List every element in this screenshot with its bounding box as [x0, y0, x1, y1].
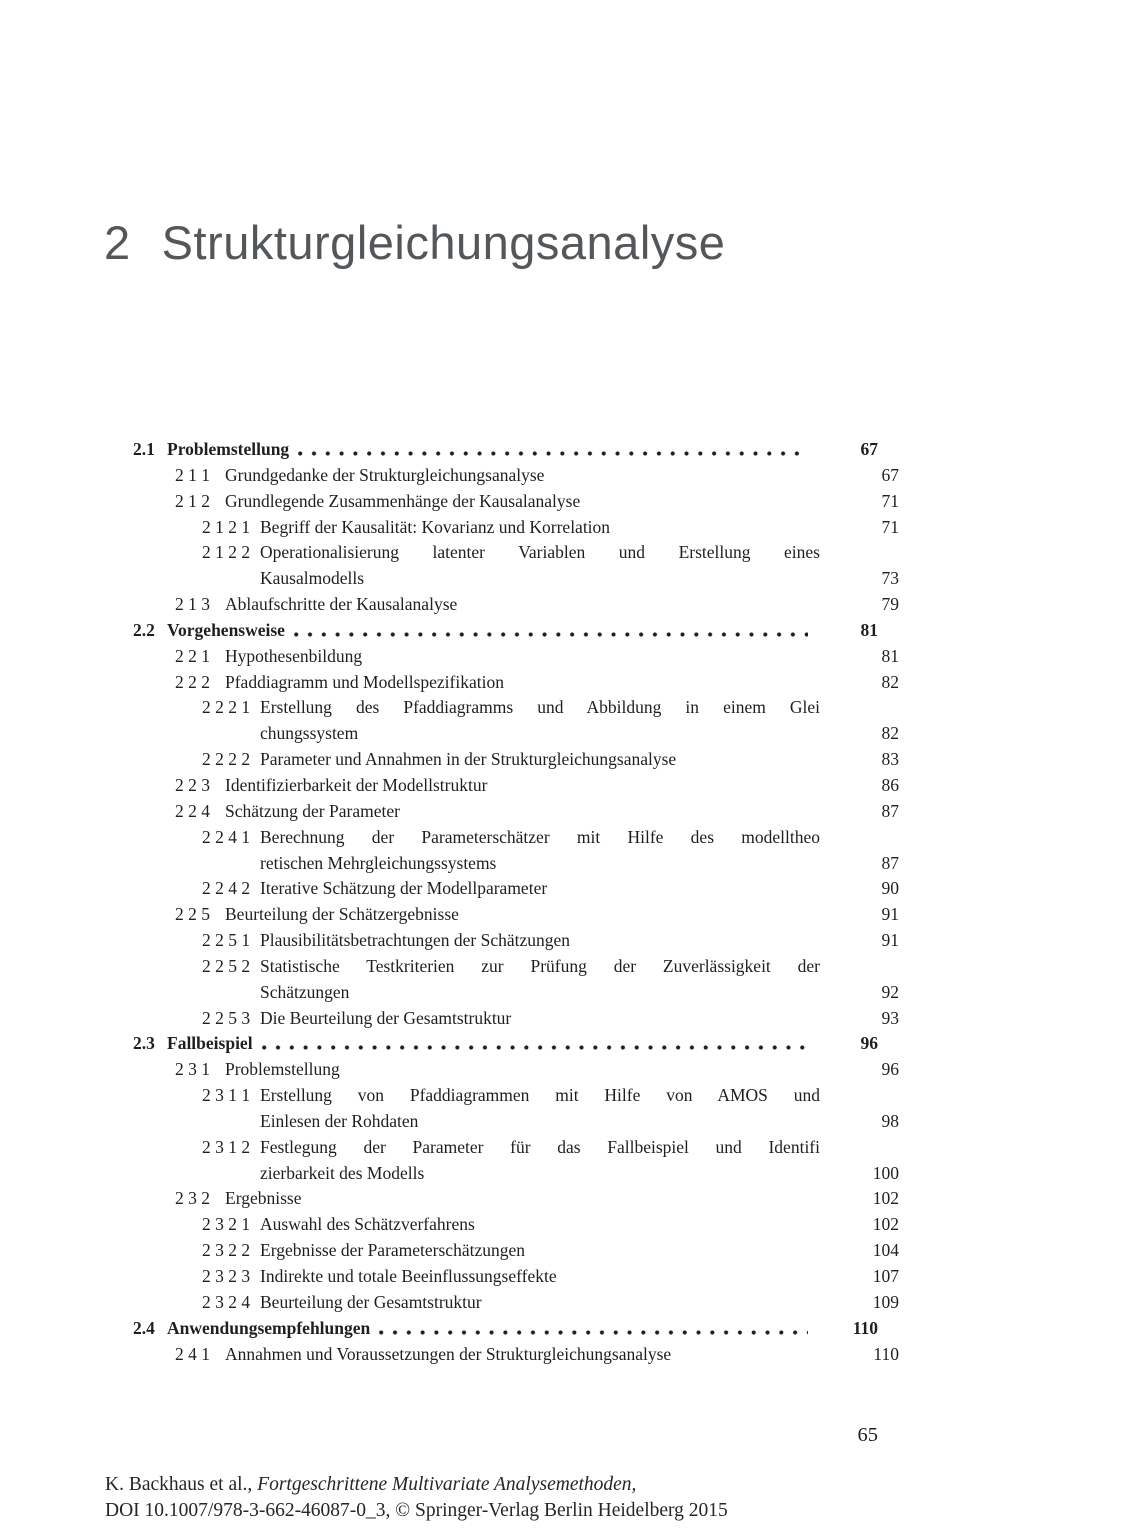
toc-entry-page: 92	[881, 981, 899, 1002]
toc-entry-line: Ablaufschritte der Kausalanalyse	[225, 594, 458, 615]
toc-entry	[133, 463, 899, 489]
toc-entry-number: 2 4 1	[175, 1343, 210, 1364]
toc-entry-number: 2 1 2	[175, 490, 210, 511]
toc-entry-page: 82	[881, 671, 899, 692]
toc-entry-page: 110	[852, 1317, 878, 1338]
toc-entry-number: 2 1 2 1	[202, 516, 251, 537]
toc-entry	[133, 489, 899, 515]
toc-entry	[133, 825, 899, 877]
toc-entry	[133, 1186, 899, 1212]
toc-entry-line: Operationalisierung latenter Variablen und Erstellung eines	[260, 542, 820, 563]
toc-entry-line: Identifizierbarkeit der Modellstruktur	[225, 774, 488, 795]
toc-entry-number: 2 2 3	[175, 774, 210, 795]
toc-entry-title	[260, 1238, 820, 1264]
toc-entry-title	[260, 747, 820, 773]
toc-entry-line: Grundgedanke der Strukturgleichungsanalyse	[225, 464, 545, 485]
toc-entry-number: 2 3 2 1	[202, 1214, 251, 1235]
toc-entry-page: 81	[881, 645, 899, 666]
toc-entry	[133, 1238, 899, 1264]
toc-entry-title	[260, 515, 820, 541]
toc-entry-line: Indirekte und totale Beeinflussungseffekte	[260, 1266, 557, 1286]
toc-entry-number: 2 2 5 3	[202, 1007, 251, 1028]
toc-entry-number: 2 2 5 2	[202, 955, 251, 976]
toc-entry-title	[225, 489, 820, 515]
toc-entry-title	[225, 773, 820, 799]
toc-entry-line: retischen Mehrgleichungssystems	[260, 852, 497, 873]
toc-entry	[133, 747, 899, 773]
toc-entry-page: 90	[881, 878, 899, 899]
toc-entry	[133, 1316, 878, 1342]
footer-authors: K. Backhaus et al.,	[105, 1474, 258, 1495]
toc-entry-line: Kausalmodells	[260, 568, 365, 589]
toc-entry-number: 2 1 2 2	[202, 542, 251, 563]
toc-entry	[133, 1290, 899, 1316]
toc-entry-number: 2 2 4	[175, 800, 210, 821]
toc-entry-title	[260, 1290, 820, 1316]
copyright-footer	[105, 1472, 1005, 1523]
dot-leader	[379, 1329, 808, 1336]
dot-leader	[298, 450, 808, 457]
toc-entry-page: 67	[881, 464, 899, 485]
toc-entry	[133, 1083, 899, 1135]
toc-entry-page: 73	[881, 568, 899, 589]
toc-entry-title	[225, 463, 820, 489]
toc-entry-number: 2 2 4 1	[202, 826, 251, 847]
toc-entry	[133, 1264, 899, 1290]
toc-entry-line: Festlegung der Parameter für das Fallbeispiel und Identifi	[260, 1136, 820, 1157]
toc-entry-page: 67	[860, 439, 878, 459]
toc-entry-line: Erstellung von Pfaddiagrammen mit Hilfe von AMOS und	[260, 1085, 820, 1106]
toc-entry-number: 2 3 1 2	[202, 1136, 251, 1157]
toc-entry-line: Die Beurteilung der Gesamtstruktur	[260, 1007, 512, 1028]
toc-entry-line: Vorgehensweise	[167, 619, 285, 640]
toc-entry	[133, 1031, 878, 1057]
toc-entry-page: 96	[860, 1033, 878, 1054]
toc-entry-number: 2 3 2 3	[202, 1266, 251, 1286]
toc-entry	[133, 670, 899, 696]
toc-entry-title	[225, 1342, 820, 1368]
toc-entry	[133, 695, 899, 747]
toc-entry-title	[167, 1031, 253, 1057]
toc-entry-number: 2.3	[133, 1033, 155, 1054]
toc-entry-line: Problemstellung	[167, 439, 290, 459]
toc-entry-title	[260, 928, 820, 954]
toc-entry-page: 102	[872, 1188, 899, 1209]
toc-entry-line: Auswahl des Schätzverfahrens	[260, 1214, 475, 1235]
toc-entry-line: Beurteilung der Gesamtstruktur	[260, 1291, 482, 1312]
toc-entry	[133, 592, 899, 618]
chapter-heading	[104, 216, 725, 270]
toc-entry-page: 82	[881, 723, 899, 744]
toc-entry-page: 81	[860, 619, 878, 640]
toc-entry	[133, 644, 899, 670]
toc-entry-line: Schätzungen	[260, 981, 350, 1002]
page-number: 65	[857, 1424, 878, 1446]
toc-entry-page: 87	[881, 852, 899, 873]
toc-entry-title	[260, 695, 820, 747]
toc-entry-number: 2 2 2 1	[202, 697, 251, 718]
toc-entry-line: Plausibilitätsbetrachtungen der Schätzungen	[260, 930, 571, 951]
toc-entry-number: 2.4	[133, 1317, 155, 1338]
toc-entry-title	[225, 1186, 820, 1212]
toc-entry-number: 2 3 1	[175, 1059, 210, 1080]
toc-entry-title	[260, 825, 820, 877]
chapter-number: 2	[104, 216, 131, 269]
toc-entry-number: 2 3 2 2	[202, 1240, 251, 1261]
toc-entry-title	[225, 902, 820, 928]
toc-entry-number: 2 2 5 1	[202, 930, 251, 951]
toc-entry-line: Parameter und Annahmen in der Strukturgleichungsanalyse	[260, 749, 677, 770]
toc-entry-title	[167, 437, 289, 463]
toc-entry-line: Anwendungsempfehlungen	[167, 1317, 371, 1338]
toc-entry-line: Fallbeispiel	[167, 1033, 253, 1054]
toc-entry-page: 109	[872, 1291, 899, 1312]
toc-entry-line: zierbarkeit des Modells	[260, 1162, 425, 1183]
toc-entry	[133, 799, 899, 825]
table-of-contents	[133, 437, 899, 1367]
toc-entry	[133, 773, 899, 799]
chapter-title: Strukturgleichungsanalyse	[161, 216, 726, 269]
toc-entry	[133, 618, 878, 644]
toc-entry-title	[225, 670, 820, 696]
toc-entry-title	[260, 876, 820, 902]
toc-entry	[133, 1342, 899, 1368]
footer-line-authors	[105, 1472, 1005, 1498]
toc-entry	[133, 1006, 899, 1032]
toc-entry-line: Begriff der Kausalität: Kovarianz und Korrelation	[260, 516, 611, 537]
toc-entry-page: 100	[872, 1162, 899, 1183]
toc-entry-title	[260, 540, 820, 592]
toc-entry-line: Ergebnisse	[225, 1188, 302, 1209]
toc-entry-line: Berechnung der Parameterschätzer mit Hilfe des modelltheo	[260, 826, 820, 847]
toc-entry-line: Statistische Testkriterien zur Prüfung der Zuverlässigkeit der	[260, 955, 820, 976]
toc-entry-line: Grundlegende Zusammenhänge der Kausalanalyse	[225, 490, 581, 511]
toc-entry-title	[260, 954, 820, 1006]
toc-entry-title	[167, 618, 285, 644]
toc-entry-page: 83	[881, 749, 899, 770]
toc-entry-page: 93	[881, 1007, 899, 1028]
toc-entry-line: Einlesen der Rohdaten	[260, 1110, 419, 1131]
toc-entry-number: 2 2 2	[175, 671, 210, 692]
toc-entry	[133, 1135, 899, 1187]
toc-entry-page: 104	[872, 1240, 899, 1261]
toc-entry-title	[225, 592, 820, 618]
toc-entry-number: 2 3 2 4	[202, 1291, 251, 1312]
toc-entry-line: Erstellung des Pfaddiagramms und Abbildung in einem Glei	[260, 697, 820, 718]
toc-entry-line: Beurteilung der Schätzergebnisse	[225, 904, 459, 925]
toc-entry-title	[225, 799, 820, 825]
toc-entry-page: 71	[881, 516, 899, 537]
toc-entry-line: Annahmen und Voraussetzungen der Strukturgleichungsanalyse	[225, 1343, 672, 1364]
toc-entry-number: 2 1 1	[175, 464, 210, 485]
toc-entry-number: 2 2 5	[175, 904, 210, 925]
toc-entry-page: 107	[872, 1266, 899, 1286]
toc-entry-number: 2 2 1	[175, 645, 210, 666]
toc-entry-title	[260, 1264, 820, 1290]
toc-entry	[133, 515, 899, 541]
toc-entry-number: 2 2 4 2	[202, 878, 251, 899]
toc-entry-number: 2 3 2	[175, 1188, 210, 1209]
toc-entry-title	[225, 1057, 820, 1083]
dot-leader	[294, 631, 808, 638]
toc-entry	[133, 540, 899, 592]
toc-entry-title	[167, 1316, 370, 1342]
toc-entry	[133, 954, 899, 1006]
toc-entry-line: Hypothesenbildung	[225, 645, 363, 666]
toc-entry	[133, 437, 878, 463]
toc-entry-page: 96	[881, 1059, 899, 1080]
toc-entry-line: Iterative Schätzung der Modellparameter	[260, 878, 548, 899]
toc-entry-title	[260, 1135, 820, 1187]
toc-entry-page: 102	[872, 1214, 899, 1235]
toc-entry-title	[260, 1006, 820, 1032]
toc-entry	[133, 1057, 899, 1083]
toc-entry-page: 110	[873, 1343, 899, 1364]
toc-entry	[133, 902, 899, 928]
toc-entry-title	[225, 644, 820, 670]
toc-entry-page: 79	[881, 594, 899, 615]
footer-book-title: Fortgeschrittene Multivariate Analysemethoden,	[257, 1474, 637, 1495]
toc-entry-number: 2.2	[133, 619, 155, 640]
toc-entry-line: chungssystem	[260, 723, 359, 744]
toc-entry-number: 2.1	[133, 439, 155, 459]
toc-entry-line: Problemstellung	[225, 1059, 340, 1080]
toc-entry-line: Pfaddiagramm und Modellspezifikation	[225, 671, 504, 692]
toc-entry-page: 87	[881, 800, 899, 821]
toc-entry-line: Ergebnisse der Parameterschätzungen	[260, 1240, 525, 1261]
toc-entry-page: 98	[881, 1110, 899, 1131]
toc-entry-number: 2 2 2 2	[202, 749, 251, 770]
toc-entry-number: 2 3 1 1	[202, 1085, 251, 1106]
toc-entry-page: 91	[881, 930, 899, 951]
dot-leader	[262, 1044, 808, 1051]
footer-line-doi: DOI 10.1007/978-3-662-46087-0_3, © Springer-Verlag Berlin Heidelberg 2015	[105, 1499, 728, 1521]
toc-entry-page: 91	[881, 904, 899, 925]
toc-entry-page: 86	[881, 774, 899, 795]
toc-entry-line: Schätzung der Parameter	[225, 800, 400, 821]
toc-entry-page: 71	[881, 490, 899, 511]
toc-entry-title	[260, 1083, 820, 1135]
toc-entry	[133, 928, 899, 954]
toc-entry-title	[260, 1212, 820, 1238]
toc-entry	[133, 876, 899, 902]
toc-entry-number: 2 1 3	[175, 594, 210, 615]
toc-entry	[133, 1212, 899, 1238]
